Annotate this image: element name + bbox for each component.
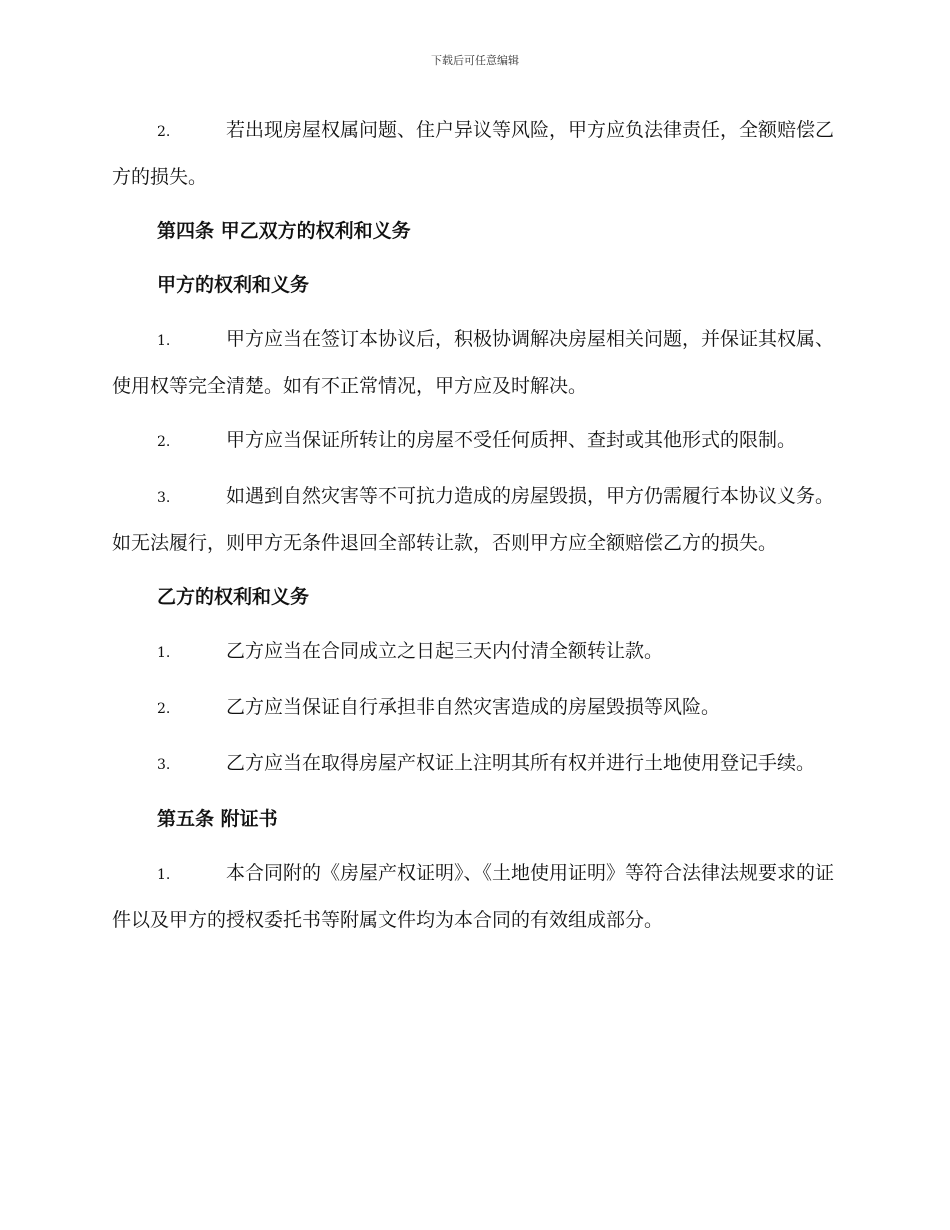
page-header: 下载后可任意编辑 [431,54,519,67]
clause-item [112,474,838,566]
clause-text: 乙方应当在取得房屋产权证上注明其所有权并进行土地使用登记手续。 [226,752,816,774]
clause-item [112,108,838,200]
clause-number: 1. [157,645,171,661]
document-body [112,108,838,952]
subsection-heading: 乙方的权利和义务 [157,586,310,608]
clause-number: 2. [157,434,171,450]
clause-number: 3. [157,490,171,506]
clause-number: 2. [157,701,171,717]
article-heading: 第五条 附证书 [157,808,278,830]
clause-text: 如遇到自然灾害等不可抗力造成的房屋毁损，甲方仍需履行本协议义务。如无法履行，则甲方无条件退回全部转让款，否则甲方应全额赔偿乙方的损失。 [112,485,835,554]
clause-number: 3. [157,757,171,773]
clause-text: 甲方应当保证所转让的房屋不受任何质押、查封或其他形式的限制。 [226,429,797,451]
clause-item [112,418,838,465]
clause-text: 乙方应当在合同成立之日起三天内付清全额转让款。 [226,640,664,662]
clause-text: 甲方应当在签订本协议后，积极协调解决房屋相关问题，并保证其权属、使用权等完全清楚。如有不正常情况，甲方应及时解决。 [112,328,835,397]
clause-text: 本合同附的《房屋产权证明》、《土地使用证明》等符合法律法规要求的证件以及甲方的授权委托书等附属文件均为本合同的有效组成部分。 [112,862,835,931]
clause-text: 乙方应当保证自行承担非自然灾害造成的房屋毁损等风险。 [226,696,721,718]
clause-item [112,851,838,943]
clause-text: 若出现房屋权属问题、住户异议等风险，甲方应负法律责任，全额赔偿乙方的损失。 [112,119,835,188]
clause-number: 1. [157,333,171,349]
clause-item [112,685,838,732]
article-heading: 第四条 甲乙双方的权利和义务 [157,220,411,242]
clause-item [112,629,838,676]
clause-number: 2. [157,124,171,140]
clause-item [112,317,838,409]
clause-item [112,741,838,788]
clause-number: 1. [157,867,171,883]
subsection-heading: 甲方的权利和义务 [157,274,310,296]
